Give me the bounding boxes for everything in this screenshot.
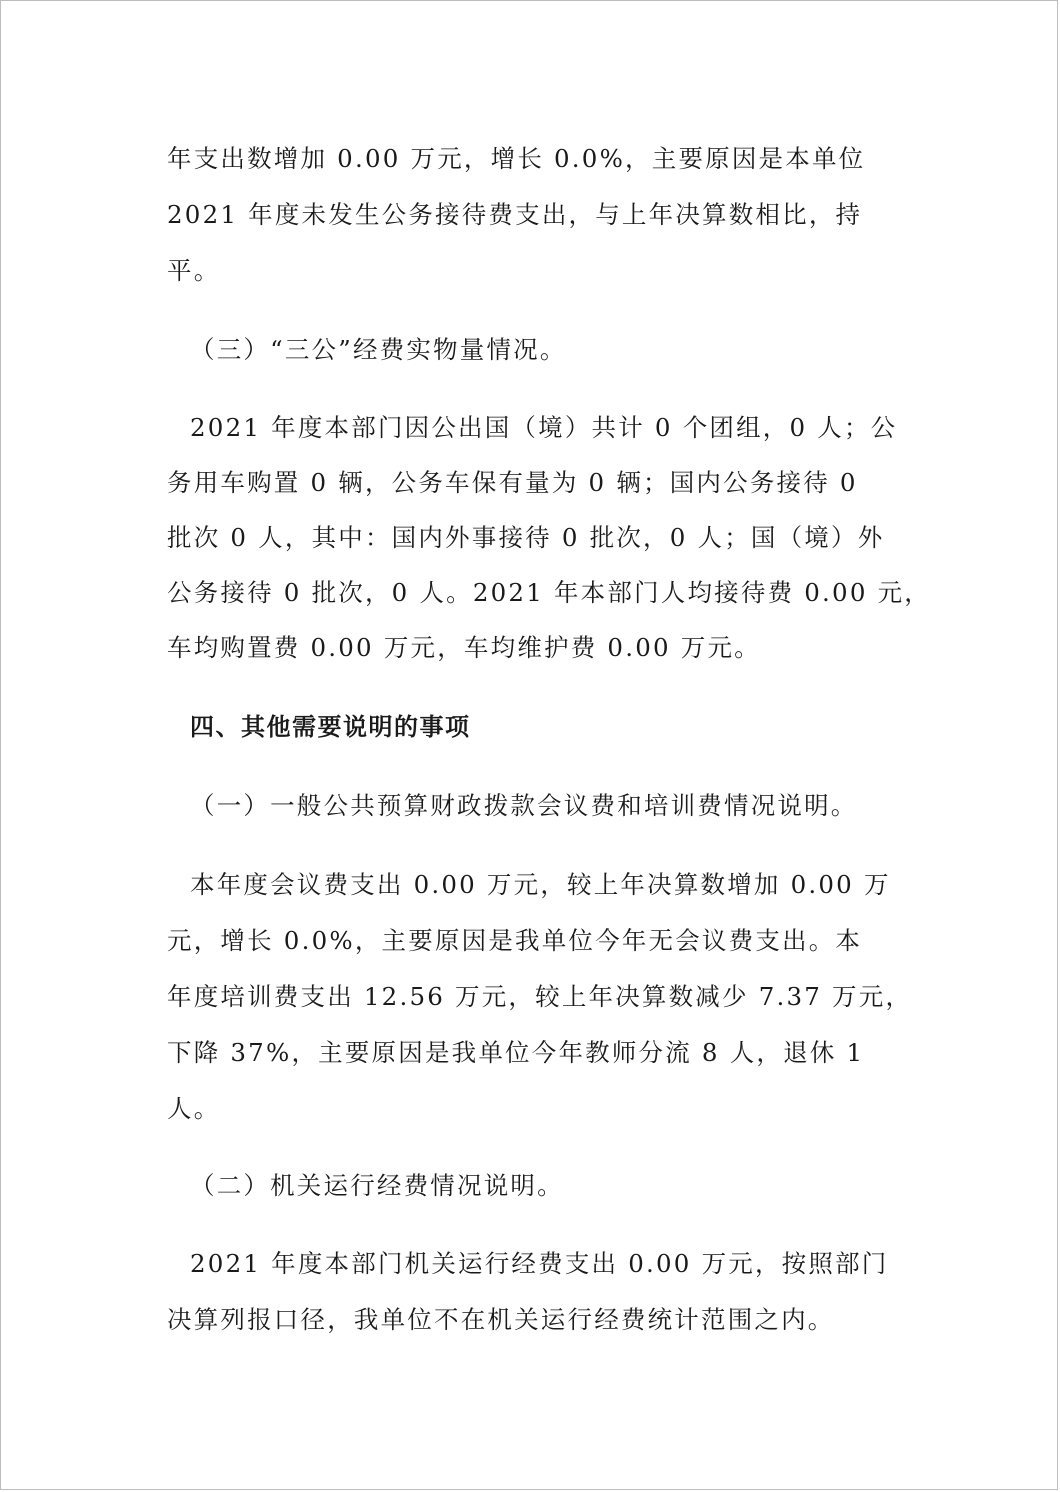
paragraph-1-line-3: 平。 — [167, 256, 221, 285]
paragraph-2-line-1: 2021 年度本部门因公出国（境）共计 0 个团组，0 人；公 — [190, 413, 898, 442]
paragraph-2-line-4: 公务接待 0 批次，0 人。2021 年本部门人均接待费 0.00 元， — [167, 578, 932, 607]
paragraph-3-line-5: 人。 — [167, 1094, 221, 1123]
paragraph-2-line-5: 车均购置费 0.00 万元，车均维护费 0.00 万元。 — [167, 633, 761, 662]
paragraph-4-line-2: 决算列报口径，我单位不在机关运行经费统计范围之内。 — [167, 1305, 835, 1334]
subheading-4-1: （一）一般公共预算财政拨款会议费和培训费情况说明。 — [190, 791, 858, 820]
paragraph-2-line-3: 批次 0 人，其中：国内外事接待 0 批次，0 人；国（境）外 — [167, 523, 885, 552]
paragraph-3-line-3: 年度培训费支出 12.56 万元，较上年决算数减少 7.37 万元， — [167, 982, 913, 1011]
subheading-4-2: （二）机关运行经费情况说明。 — [190, 1171, 564, 1200]
paragraph-4-line-1: 2021 年度本部门机关运行经费支出 0.00 万元，按照部门 — [190, 1249, 889, 1278]
subheading-3: （三）“三公”经费实物量情况。 — [190, 335, 567, 364]
paragraph-2-line-2: 务用车购置 0 辆，公务车保有量为 0 辆；国内公务接待 0 — [167, 468, 858, 497]
paragraph-3-line-4: 下降 37%，主要原因是我单位今年教师分流 8 人，退休 1 — [167, 1038, 865, 1067]
paragraph-1-line-2: 2021 年度未发生公务接待费支出，与上年决算数相比，持 — [167, 200, 863, 229]
paragraph-3-line-2: 元，增长 0.0%，主要原因是我单位今年无会议费支出。本 — [167, 926, 863, 955]
section-4-heading: 四、其他需要说明的事项 — [190, 713, 471, 741]
paragraph-3-line-1: 本年度会议费支出 0.00 万元，较上年决算数增加 0.00 万 — [190, 870, 891, 899]
paragraph-1-line-1: 年支出数增加 0.00 万元，增长 0.0%，主要原因是本单位 — [167, 144, 866, 173]
